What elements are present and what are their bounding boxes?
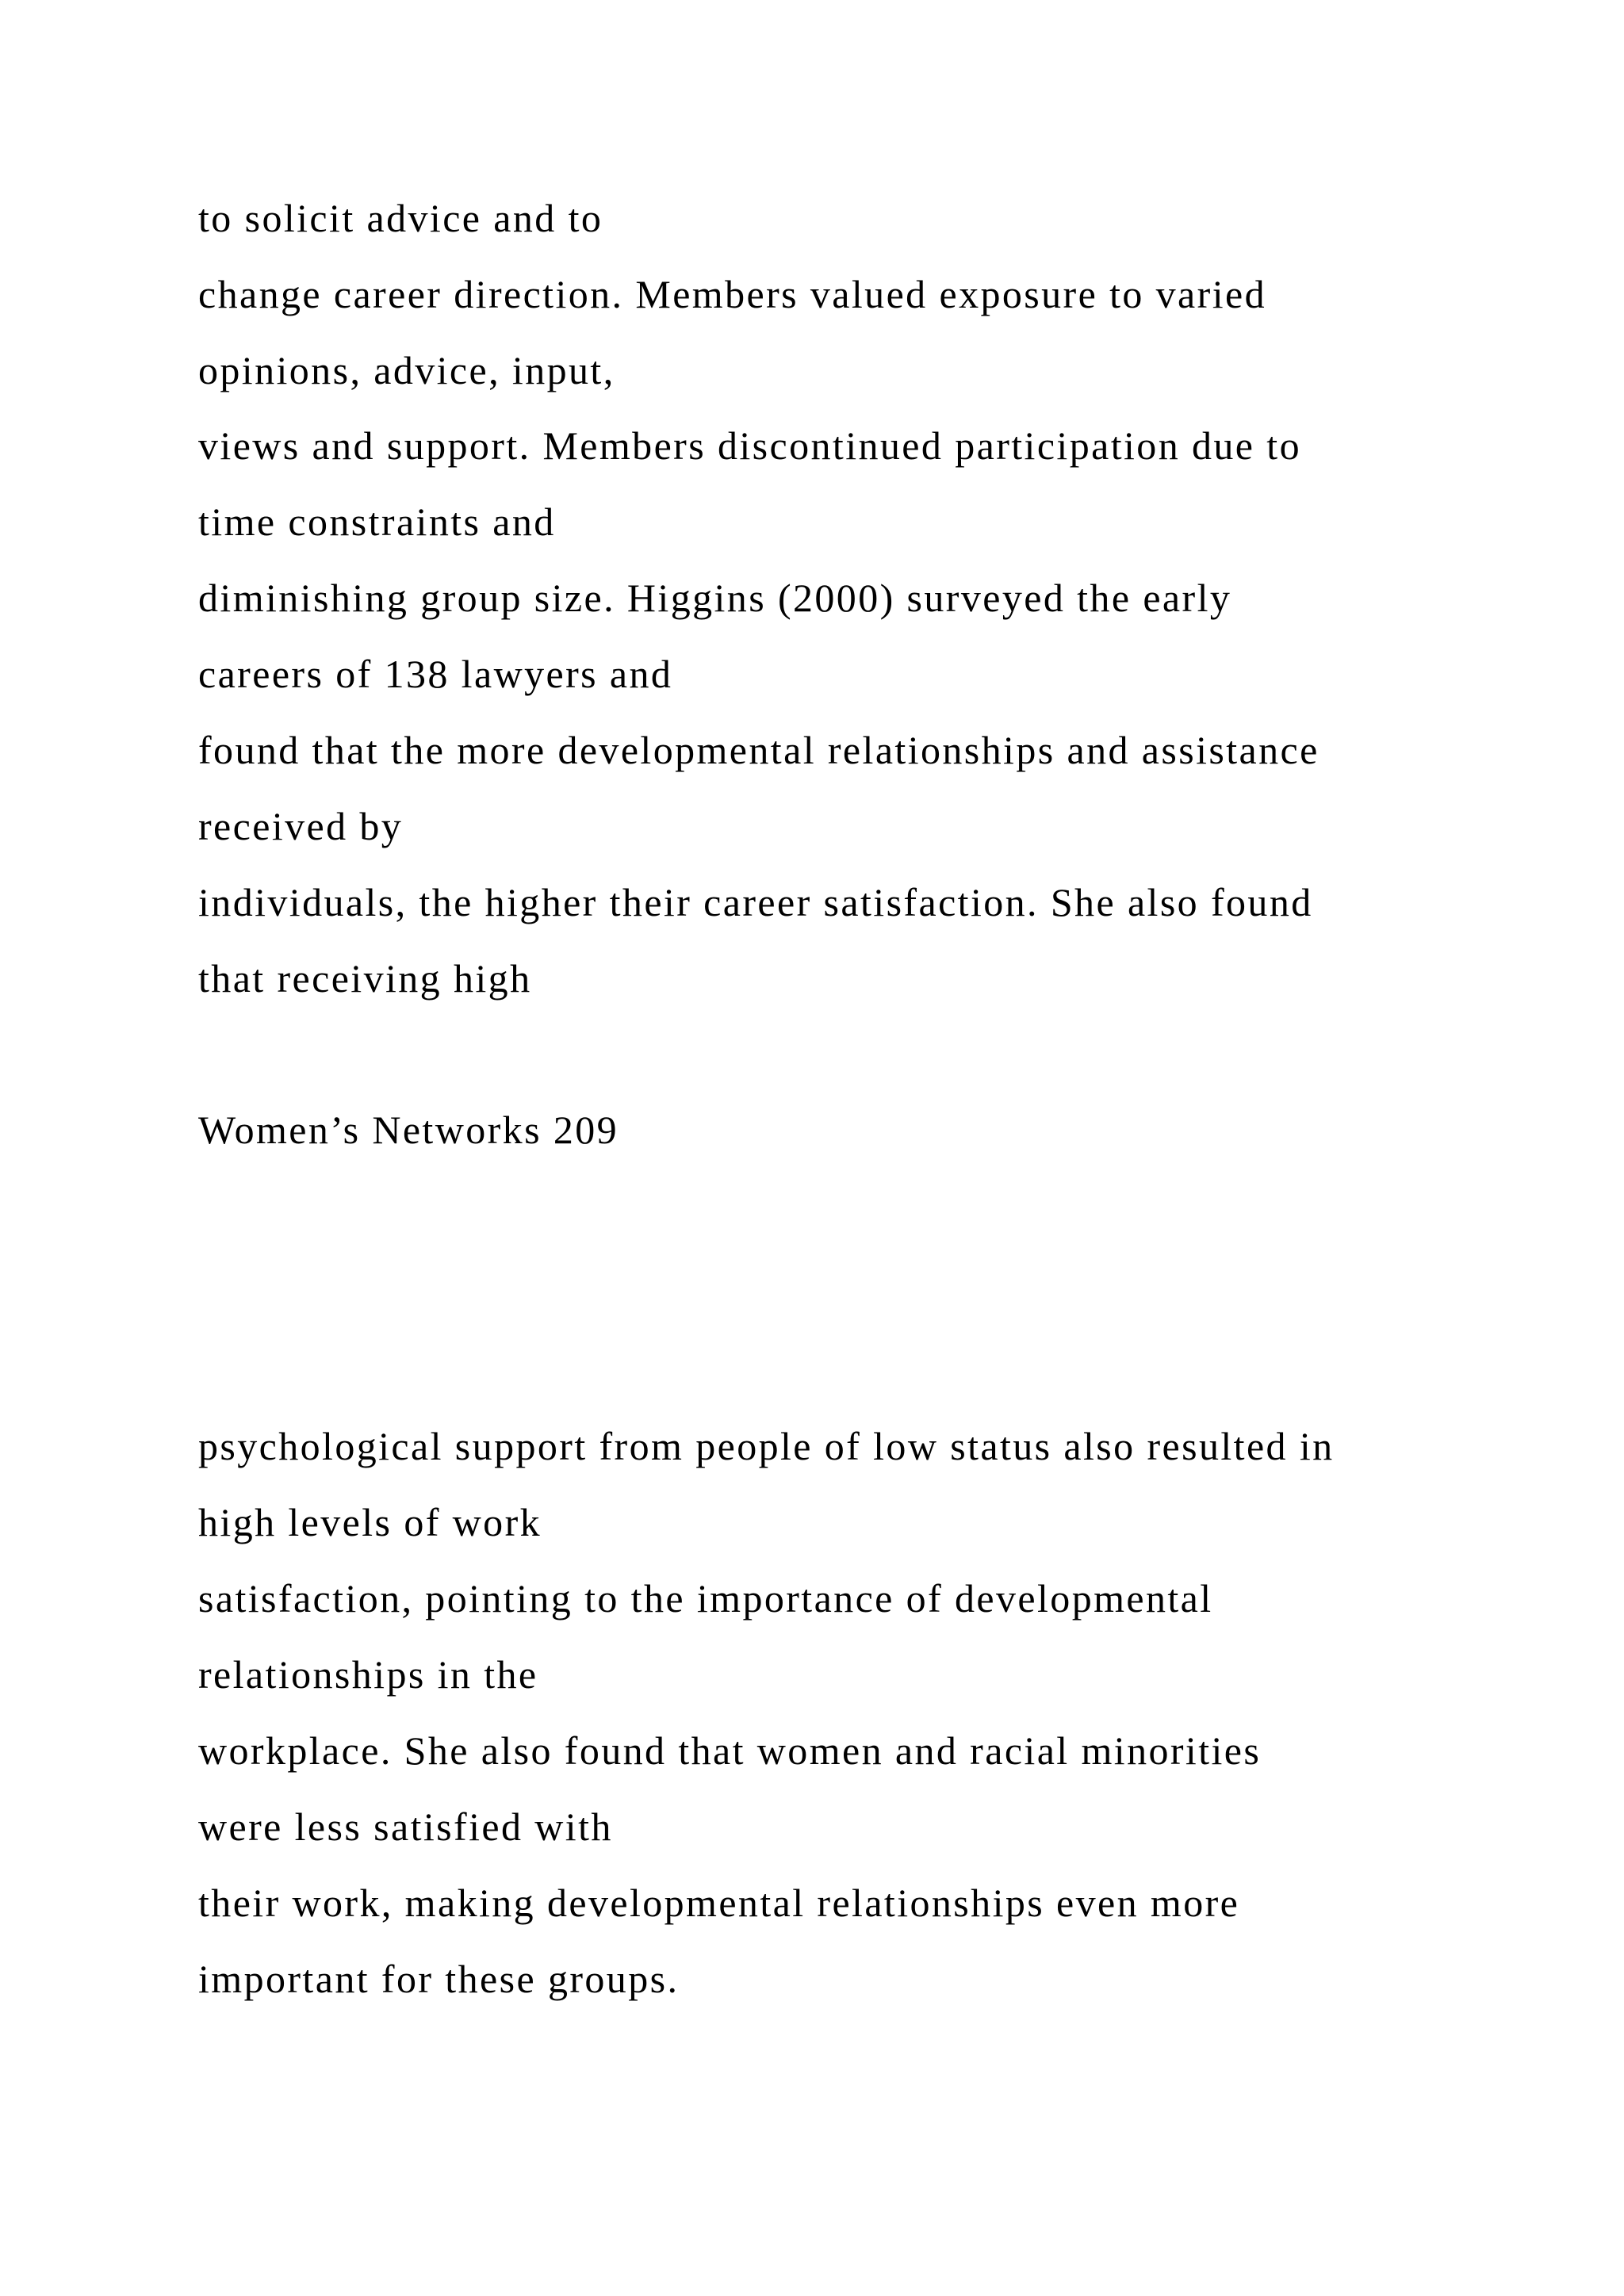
text-line: views and support. Members discontinued participation due to bbox=[198, 423, 1301, 468]
text-line: their work, making developmental relationships even more bbox=[198, 1881, 1240, 1925]
text-line: were less satisfied with bbox=[198, 1804, 613, 1849]
text-line: received by bbox=[198, 804, 404, 848]
text-line: opinions, advice, input, bbox=[198, 348, 615, 392]
text-line: to solicit advice and to bbox=[198, 196, 603, 240]
text-line: diminishing group size. Higgins (2000) surveyed the early bbox=[198, 576, 1232, 620]
text-line: individuals, the higher their career satisfaction. She also found bbox=[198, 880, 1313, 924]
text-line: workplace. She also found that women and racial minorities bbox=[198, 1728, 1262, 1773]
text-line: found that the more developmental relationships and assistance bbox=[198, 728, 1320, 772]
text-line: psychological support from people of low status also resulted in bbox=[198, 1424, 1335, 1468]
text-line: satisfaction, pointing to the importance of developmental bbox=[198, 1576, 1213, 1621]
text-line: time constraints and bbox=[198, 499, 556, 544]
text-line: relationships in the bbox=[198, 1652, 538, 1697]
text-line: important for these groups. bbox=[198, 1957, 680, 2001]
text-line: careers of 138 lawyers and bbox=[198, 652, 673, 696]
text-line: change career direction. Members valued exposure to varied bbox=[198, 272, 1266, 316]
text-line: that receiving high bbox=[198, 956, 532, 1001]
text-line: high levels of work bbox=[198, 1500, 542, 1544]
running-footer: Women’s Networks 209 bbox=[198, 1108, 619, 1152]
